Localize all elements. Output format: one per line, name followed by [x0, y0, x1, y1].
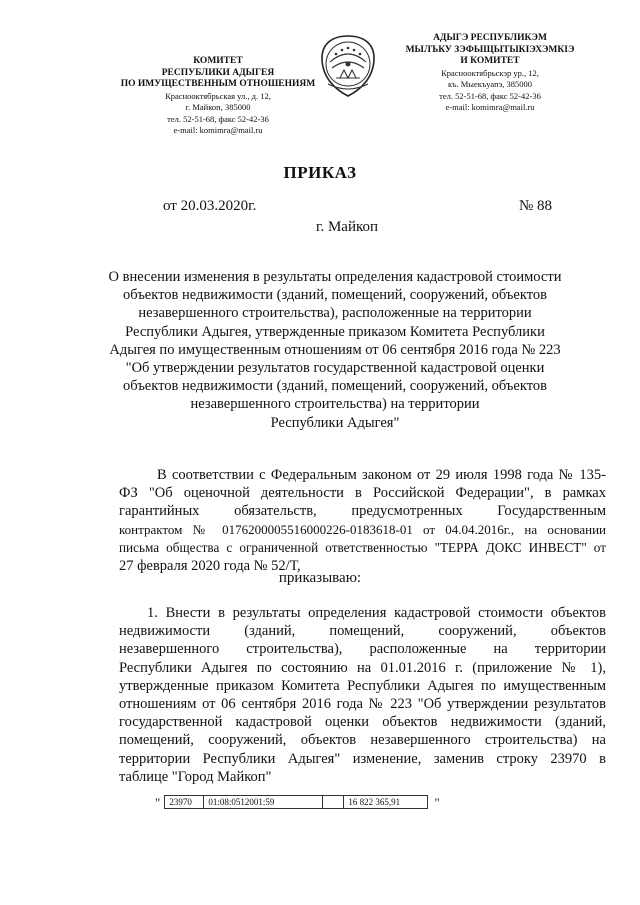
preamble-line: гарантийных обязательств, предусмотренных Государственным	[119, 503, 606, 520]
open-quote: "	[155, 795, 161, 810]
preamble-line: 27 февраля 2020 года № 52/Т,	[119, 558, 301, 575]
item-1-paragraph	[119, 604, 606, 786]
org-city: г. Майкоп, 385000	[185, 102, 251, 112]
org-name-ady-line2: МЫЛЪКУ ЗЭФЫЩЫТЫКIЭХЭМКIЭ	[405, 44, 575, 55]
order-subject	[108, 268, 562, 432]
preamble-line: В соответствии с Федеральным законом от 29 июля 1998 года № 135-	[157, 467, 606, 483]
item-line: незавершенного строительства), расположенные на территории	[119, 641, 606, 658]
item-line: Республики Адыгея по состоянию на 01.01.2016 г. (приложение № 1),	[119, 659, 606, 676]
replacement-row	[155, 795, 440, 811]
org-email-ady: e-mail: komimra@mail.ru	[445, 102, 535, 112]
item-line: таблице "Город Майкоп"	[119, 768, 272, 785]
subject-line: О внесении изменения в результаты определения кадастровой стоимости	[108, 269, 562, 285]
subject-line: объектов недвижимости (зданий, помещений, сооружений, объектов	[123, 287, 547, 304]
cadastral-value-cell: 16 822 365,91	[344, 796, 428, 809]
item-line: отношениям от 06 сентября 2016 года № 223 "Об утверждении результатов	[119, 696, 606, 713]
org-name-line2: РЕСПУБЛИКИ АДЫГЕЯ	[161, 67, 275, 78]
item-line: помещений, сооружений, объектов незавершенного строительства) на	[119, 732, 606, 749]
replacement-table	[164, 795, 428, 809]
org-email: e-mail: komimra@mail.ru	[173, 125, 263, 135]
org-phone: тел. 52-51-68, факс 52-42-36	[167, 113, 269, 124]
order-directive: приказываю:	[278, 570, 362, 586]
subject-line: объектов недвижимости (зданий, помещений, сооружений, объектов	[123, 378, 547, 395]
item-line: утвержденные приказом Комитета Республики Адыгея по имущественным	[119, 677, 606, 694]
close-quote: "	[434, 795, 440, 810]
subject-line: незавершенного строительства), расположенные на территории	[138, 305, 532, 322]
preamble-paragraph	[119, 466, 606, 575]
item-line: территории Республики Адыгея" изменение, заменив строку 23970 в	[119, 750, 606, 767]
org-phone-ady: тел. 52-51-68, факс 52-42-36	[439, 90, 541, 101]
document-date: от 20.03.2020г.	[163, 198, 257, 214]
cadastral-number-cell: 01:08:0512001:59	[204, 796, 323, 809]
org-address-ady: Краснооктябрьскэр ур., 12,	[441, 67, 539, 78]
org-city-ady: къ. Мыекъуапэ, 385000	[447, 79, 533, 89]
item-line: недвижимости (зданий, помещений, сооружений, объектов	[119, 623, 606, 640]
preamble-line: ФЗ "Об оценочной деятельности в Российской Федерации", в рамках	[119, 485, 606, 502]
document-title: ПРИКАЗ	[283, 163, 357, 182]
org-name-ady-line1: АДЫГЭ РЕСПУБЛИКЭМ	[433, 33, 547, 43]
subject-line: Республики Адыгея"	[270, 414, 400, 431]
subject-line: "Об утверждении результатов государственной кадастровой оценки	[125, 360, 545, 377]
item-line: государственной кадастровой оценки объектов недвижимости (зданий,	[119, 714, 606, 731]
subject-line: незавершенного строительства) на территории	[190, 396, 480, 413]
empty-cell	[323, 796, 344, 809]
subject-line: Адыгея по имущественным отношениям от 06 сентября 2016 года № 223	[109, 341, 561, 358]
header-left	[118, 56, 318, 137]
org-address: Краснооктябрьская ул., д. 12,	[165, 90, 271, 101]
org-name-line1: КОМИТЕТ	[193, 56, 243, 66]
org-name-line3: ПО ИМУЩЕСТВЕННЫМ ОТНОШЕНИЯМ	[120, 79, 316, 89]
preamble-line: контрактом № 0176200005516000226-0183618-01 от 04.04.2016г., на основании	[119, 521, 606, 537]
header-right	[380, 33, 600, 114]
document-city: г. Майкоп	[316, 219, 379, 235]
subject-line: Республики Адыгея, утвержденные приказом Комитета Республики	[125, 323, 545, 340]
coat-of-arms-emblem	[318, 34, 378, 98]
document-number: № 88	[519, 198, 553, 214]
preamble-line: письма общества с ограниченной ответственностью "ТЕРРА ДОКС ИНВЕСТ" от	[119, 539, 606, 555]
item-line: 1. Внести в результаты определения кадастровой стоимости объектов	[147, 605, 606, 621]
row-number-cell: 23970	[165, 796, 204, 809]
org-name-ady-line3: И КОМИТЕТ	[460, 56, 520, 66]
table-row	[165, 796, 428, 809]
